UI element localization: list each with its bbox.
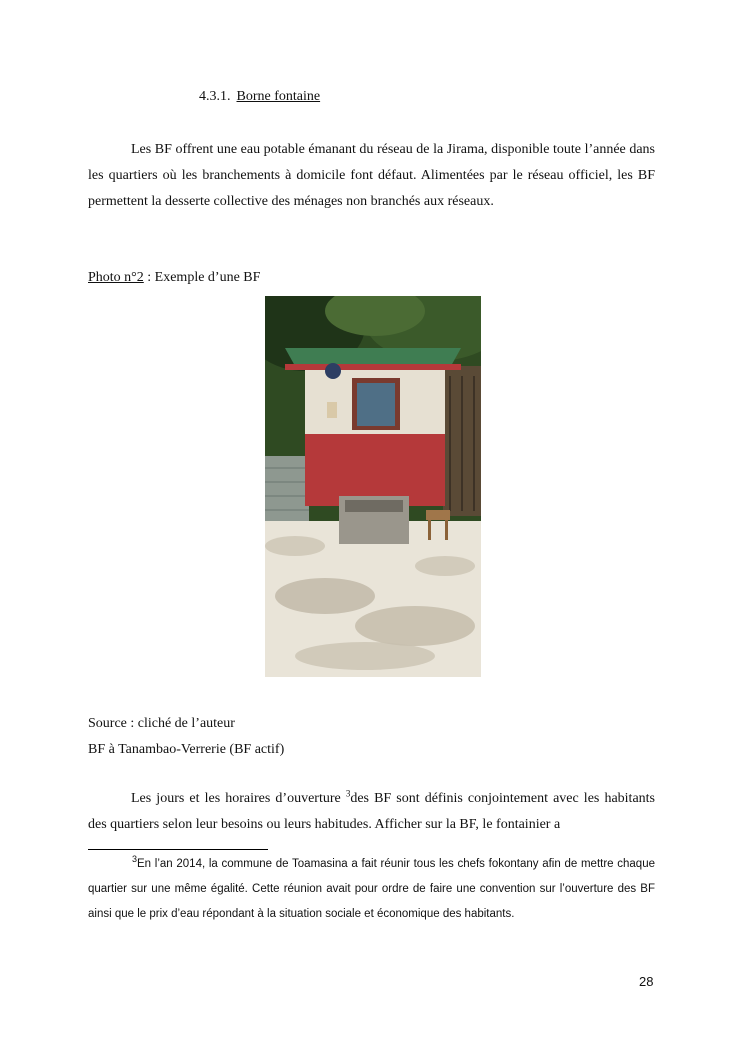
page-number: 28 <box>639 974 654 989</box>
paragraph-intro-text: Les BF offrent une eau potable émanant du réseau de la Jirama, disponible toute l’année dans les quartiers où les branchements à domicile font défaut. Alimentées par le réseau officiel, les BF permettent la desserte collective des ménages non branchés aux réseaux. <box>88 142 655 209</box>
paragraph-opening-hours-rest: des BF sont définis conjointement avec les habitants des quartiers selon leur besoins ou leurs habitudes. Afficher sur la BF, le fontainier a <box>88 791 655 832</box>
photo-source <box>88 711 284 763</box>
paragraph-opening-hours <box>88 786 655 838</box>
photo-caption <box>88 270 260 286</box>
source-line: Source : cliché de l’auteur <box>88 716 235 731</box>
photo-caption-label: Photo n°2 <box>88 270 144 285</box>
footnote-separator <box>88 849 268 850</box>
section-heading <box>199 89 320 105</box>
footnote-text: En l’an 2014, la commune de Toamasina a fait réunir tous les chefs fokontany afin de mettre chaque quartier sur une même égalité. Cette réunion avait pour ordre de faire une convention sur l’ouverture des BF ainsi que le prix d’eau répondant à la situation sociale et économique des habitants. <box>88 858 655 920</box>
footnote <box>88 852 655 927</box>
paragraph-intro <box>88 137 655 215</box>
section-title: Borne fontaine <box>236 89 321 104</box>
paragraph-opening-hours-start: Les jours et les horaires d’ouverture <box>131 791 346 806</box>
section-number: 4.3.1. <box>199 89 231 104</box>
borne-fontaine-photo <box>265 296 481 677</box>
footnote-reference[interactable]: 3 <box>345 788 351 799</box>
footnote-marker: 3 <box>132 854 138 865</box>
photo-caption-text: : Exemple d’une BF <box>143 270 261 285</box>
photo-place: BF à Tanambao-Verrerie (BF actif) <box>88 742 285 757</box>
